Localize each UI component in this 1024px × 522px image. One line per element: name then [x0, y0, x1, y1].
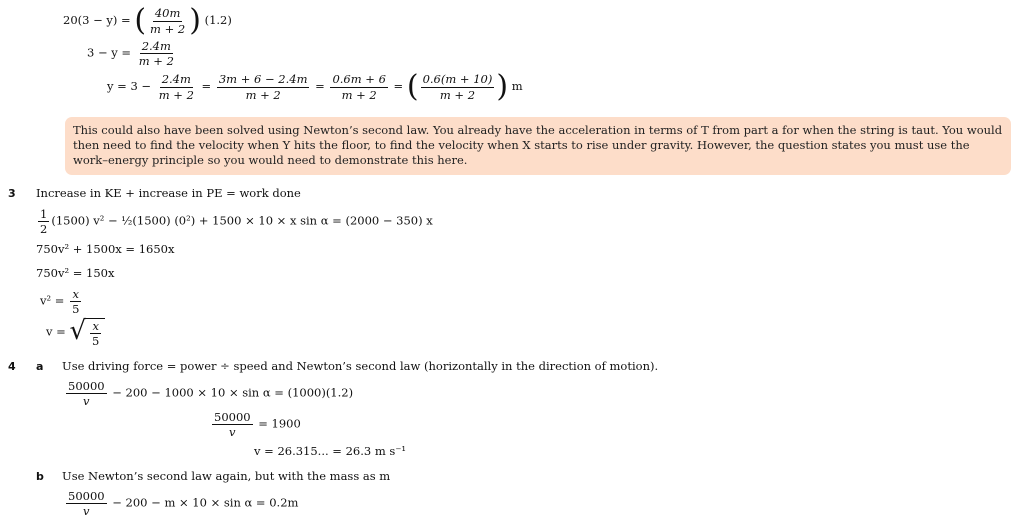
- eq-body: (1500) v² − ½(1500) (0²) + 1500 × 10 × x sin α = (2000 − 350) x: [51, 213, 433, 228]
- fraction: [148, 7, 187, 34]
- frac-num: 0.6(m + 10): [422, 72, 493, 87]
- fraction: [70, 288, 81, 315]
- frac-num: x: [92, 319, 99, 333]
- fraction: [66, 380, 107, 407]
- eq-lhs: y = 3 −: [107, 79, 152, 93]
- eq-body: − 200 − m × 10 × sin α = 0.2m: [112, 495, 299, 510]
- paren-close: ): [496, 69, 509, 104]
- fraction-half: $\frac{1}{2}$: [40, 207, 48, 237]
- hint-note-box: [65, 117, 1011, 175]
- fraction: [217, 73, 310, 100]
- eq-lhs: 20(3 − y) =: [63, 13, 131, 27]
- q3-eq5: [46, 318, 105, 347]
- fraction: [212, 411, 253, 438]
- eq-body: − 200 − 1000 × 10 × sin α = (1000)(1.2): [112, 385, 354, 400]
- question-number: 3: [8, 187, 16, 200]
- frac-den: m + 2: [158, 87, 194, 102]
- eq-lhs: v =: [46, 324, 66, 339]
- sqrt-symbol: √ $\frac{x}{5}$: [69, 318, 105, 347]
- frac-num: x: [72, 287, 79, 301]
- q3-eq1: [36, 208, 433, 235]
- frac-den: 5: [72, 302, 80, 317]
- frac-num: 50000: [68, 379, 105, 393]
- q3-intro: Increase in KE + increase in PE = work done: [36, 186, 301, 200]
- frac-den: v: [83, 504, 90, 519]
- fraction: [137, 40, 176, 67]
- eq-lhs: 3 − y =: [87, 45, 132, 60]
- q4b-intro: Use Newton’s second law again, but with the mass as m: [62, 469, 391, 483]
- eq-lhs: v² =: [40, 293, 65, 308]
- frac-num: 3m + 6 − 2.4m: [218, 72, 308, 87]
- eq-line-2: [87, 40, 178, 67]
- fraction: [157, 73, 196, 100]
- fraction: [330, 73, 387, 100]
- fraction: [90, 320, 101, 347]
- eq-body: = 1900: [258, 416, 301, 431]
- frac-num: 2.4m: [141, 39, 171, 53]
- part-label: b: [36, 470, 44, 483]
- q4a-eq3: v = 26.315... = 26.3 m s⁻¹: [254, 444, 406, 458]
- frac-num: 50000: [68, 489, 105, 503]
- q4a-eq1: [64, 380, 353, 407]
- fraction: [421, 73, 495, 100]
- q3-eq2: 750v² + 1500x = 1650x: [36, 242, 175, 256]
- frac-num: 2.4m: [161, 72, 191, 87]
- eq-line-1: [63, 3, 232, 38]
- paren-open: (: [406, 69, 419, 104]
- frac-den: m + 2: [341, 87, 377, 102]
- fraction: [66, 490, 107, 517]
- q3-eq4: [40, 288, 83, 315]
- q4a-intro: Use driving force = power ÷ speed and Newton’s second law (horizontally in the direction of motion).: [62, 359, 659, 373]
- q4b-eq1: [64, 490, 298, 517]
- frac-num: 40m: [154, 6, 181, 21]
- frac-den: m + 2: [138, 54, 174, 69]
- frac-den: m + 2: [245, 87, 281, 102]
- eq-line-3: y = 3 − $\frac{2.4m}{m + 2}$ = $\frac{3m + 6 - 2.4m}{m + 2}$ = $\frac{0.6m + 6}{m + 2}$ = ( $\frac{0.6(m + 10)}{m + 2}$ ) m: [107, 69, 523, 104]
- frac-den: m + 2: [150, 21, 186, 36]
- frac-den: m + 2: [439, 87, 476, 102]
- frac-den: v: [83, 394, 90, 409]
- paren-open: (: [134, 3, 147, 38]
- frac-den: v: [229, 425, 236, 440]
- frac-den: 5: [92, 334, 100, 349]
- q4a-eq2: [210, 411, 301, 438]
- frac-num: 0.6m + 6: [332, 72, 386, 87]
- hint-note-text: This could also have been solved using Newton’s second law. You already have the acceleration in terms of T from part a for when the string is taut. You would then need to find the velocity when Y hits the floor, to find the velocity when X starts to rise under gravity. However, the question states you must use the work–energy principle so you would need to demonstrate this here.: [73, 123, 1003, 167]
- question-number: 4: [8, 360, 16, 373]
- q3-eq3: 750v² = 150x: [36, 266, 115, 280]
- unit: m: [511, 79, 523, 93]
- eq-rhs: (1.2): [204, 13, 232, 27]
- part-label: a: [36, 360, 44, 373]
- paren-close: ): [189, 3, 201, 38]
- frac-num: 50000: [214, 410, 251, 424]
